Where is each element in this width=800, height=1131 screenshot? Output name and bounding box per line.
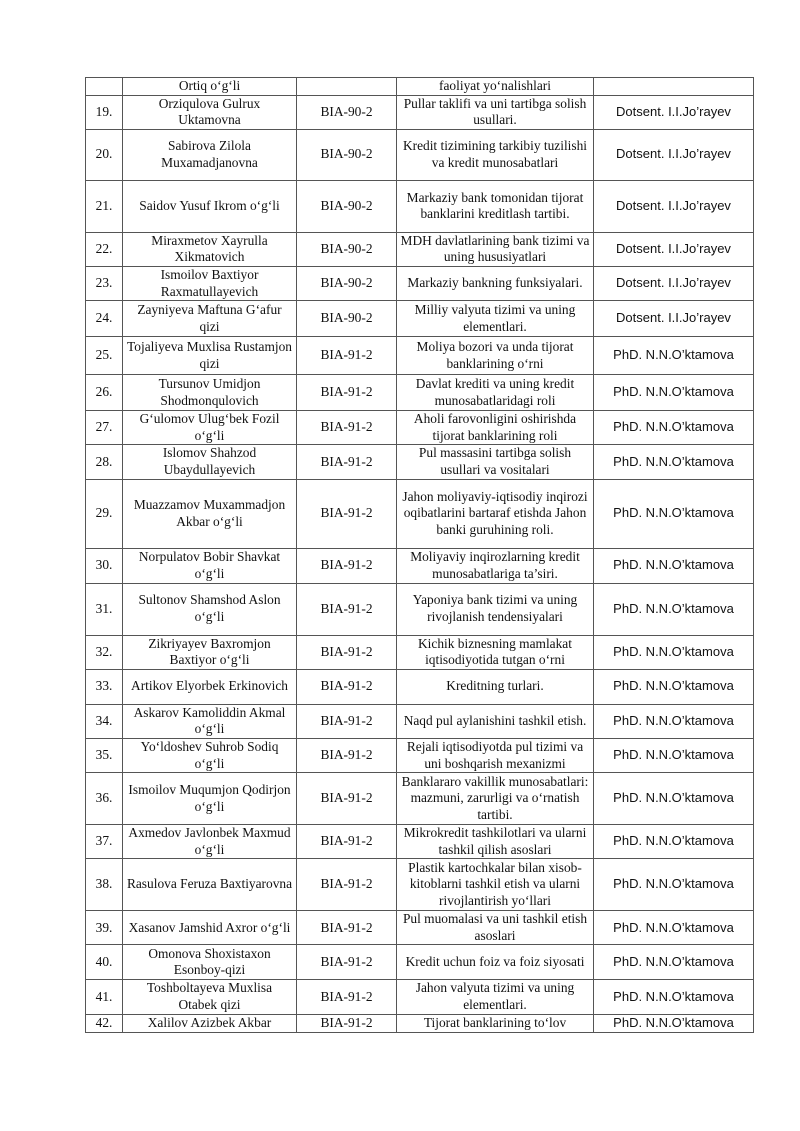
supervisor-cell [594,78,754,96]
row-number-cell: 36. [86,773,123,825]
student-name-cell: Miraxmetov Xayrulla Xikmatovich [123,232,297,266]
group-cell: BIA-90-2 [297,129,397,180]
table-row [86,825,754,859]
student-name-cell: Xasanov Jamshid Axror o‘g‘li [123,911,297,945]
row-number-cell: 20. [86,129,123,180]
topic-cell: Moliya bozori va unda tijorat banklarining o‘rni [397,337,594,375]
row-number-cell [86,78,123,96]
group-cell: BIA-91-2 [297,1014,397,1032]
row-number-cell: 30. [86,548,123,583]
table-row [86,479,754,548]
student-name-cell: Saidov Yusuf Ikrom o‘g‘li [123,180,297,232]
row-number-cell: 41. [86,980,123,1014]
supervisor-cell: PhD. N.N.O’ktamova [594,704,754,738]
supervisor-cell: PhD. N.N.O’ktamova [594,773,754,825]
group-cell: BIA-91-2 [297,411,397,445]
topic-cell: Mikrokredit tashkilotlari va ularni tashkil qilish asoslari [397,825,594,859]
table-row [86,583,754,635]
group-cell: BIA-90-2 [297,180,397,232]
table-row [86,445,754,479]
group-cell: BIA-91-2 [297,635,397,669]
table-row [86,232,754,266]
topic-cell: Pul massasini tartibga solish usullari va vositalari [397,445,594,479]
supervisor-cell: PhD. N.N.O’ktamova [594,859,754,911]
row-number-cell: 26. [86,375,123,411]
topic-cell: Jahon moliyaviy-iqtisodiy inqirozi oqibatlarini bartaraf etishda Jahon banki guruhining roli. [397,479,594,548]
student-name-cell: Toshboltayeva Muxlisa Otabek qizi [123,980,297,1014]
supervisor-cell: PhD. N.N.O’ktamova [594,911,754,945]
supervisor-cell: Dotsent. I.I.Jo’rayev [594,232,754,266]
group-cell: BIA-90-2 [297,266,397,300]
group-cell: BIA-91-2 [297,980,397,1014]
table-row [86,375,754,411]
topic-cell: Pullar taklifi va uni tartibga solish usullari. [397,95,594,129]
row-number-cell: 22. [86,232,123,266]
group-cell: BIA-91-2 [297,825,397,859]
table-row [86,1014,754,1032]
table-row [86,773,754,825]
thesis-table [85,77,754,1033]
supervisor-cell: Dotsent. I.I.Jo’rayev [594,95,754,129]
topic-cell: Jahon valyuta tizimi va uning elementlari. [397,980,594,1014]
supervisor-cell: PhD. N.N.O’ktamova [594,411,754,445]
table-row [86,180,754,232]
student-name-cell: Xalilov Azizbek Akbar [123,1014,297,1032]
topic-cell: Banklararo vakillik munosabatlari: mazmuni, zarurligi va o‘rnatish tartibi. [397,773,594,825]
topic-cell: Markaziy bankning funksiyalari. [397,266,594,300]
student-name-cell: Rasulova Feruza Baxtiyarovna [123,859,297,911]
student-name-cell: Ismoilov Baxtiyor Raxmatullayevich [123,266,297,300]
supervisor-cell: PhD. N.N.O’ktamova [594,375,754,411]
table-row [86,738,754,772]
topic-cell: Kredit tizimining tarkibiy tuzilishi va kredit munosabatlari [397,129,594,180]
supervisor-cell: PhD. N.N.O’ktamova [594,635,754,669]
table-row [86,411,754,445]
row-number-cell: 19. [86,95,123,129]
group-cell: BIA-91-2 [297,704,397,738]
row-number-cell: 38. [86,859,123,911]
group-cell: BIA-91-2 [297,583,397,635]
student-name-cell: Axmedov Javlonbek Maxmud o‘g‘li [123,825,297,859]
supervisor-cell: PhD. N.N.O’ktamova [594,479,754,548]
topic-cell: Milliy valyuta tizimi va uning elementlari. [397,301,594,337]
row-number-cell: 32. [86,635,123,669]
student-name-cell: Tursunov Umidjon Shodmonqulovich [123,375,297,411]
topic-cell: Yaponiya bank tizimi va uning rivojlanish tendensiyalari [397,583,594,635]
group-cell: BIA-91-2 [297,669,397,704]
table-row [86,78,754,96]
student-name-cell: Islomov Shahzod Ubaydullayevich [123,445,297,479]
table-row [86,301,754,337]
supervisor-cell: PhD. N.N.O’ktamova [594,738,754,772]
student-name-cell: Ismoilov Muqumjon Qodirjon o‘g‘li [123,773,297,825]
supervisor-cell: PhD. N.N.O’ktamova [594,583,754,635]
topic-cell: Aholi farovonligini oshirishda tijorat banklarining roli [397,411,594,445]
supervisor-cell: Dotsent. I.I.Jo’rayev [594,266,754,300]
topic-cell: Davlat krediti va uning kredit munosabatlaridagi roli [397,375,594,411]
row-number-cell: 21. [86,180,123,232]
row-number-cell: 28. [86,445,123,479]
thesis-table-body [86,78,754,1033]
supervisor-cell: PhD. N.N.O’ktamova [594,669,754,704]
row-number-cell: 24. [86,301,123,337]
topic-cell: Moliyaviy inqirozlarning kredit munosabatlariga ta’siri. [397,548,594,583]
student-name-cell: Orziqulova Gulrux Uktamovna [123,95,297,129]
student-name-cell: Askarov Kamoliddin Akmal o‘g‘li [123,704,297,738]
student-name-cell: Yo‘ldoshev Suhrob Sodiq o‘g‘li [123,738,297,772]
table-row [86,911,754,945]
topic-cell: MDH davlatlarining bank tizimi va uning hususiyatlari [397,232,594,266]
supervisor-cell: PhD. N.N.O’ktamova [594,445,754,479]
student-name-cell: Zikriyayev Baxromjon Baxtiyor o‘g‘li [123,635,297,669]
group-cell: BIA-91-2 [297,548,397,583]
row-number-cell: 27. [86,411,123,445]
group-cell: BIA-91-2 [297,945,397,980]
student-name-cell: Ortiq o‘g‘li [123,78,297,96]
row-number-cell: 25. [86,337,123,375]
group-cell: BIA-90-2 [297,95,397,129]
student-name-cell: Sabirova Zilola Muxamadjanovna [123,129,297,180]
table-row [86,980,754,1014]
group-cell: BIA-91-2 [297,738,397,772]
topic-cell: Plastik kartochkalar bilan xisob-kitoblarni tashkil etish va ularni rivojlantirish yo‘llari [397,859,594,911]
group-cell: BIA-91-2 [297,859,397,911]
table-row [86,635,754,669]
student-name-cell: G‘ulomov Ulug‘bek Fozil o‘g‘li [123,411,297,445]
row-number-cell: 42. [86,1014,123,1032]
group-cell: BIA-90-2 [297,232,397,266]
table-row [86,669,754,704]
group-cell: BIA-91-2 [297,337,397,375]
row-number-cell: 23. [86,266,123,300]
table-row [86,266,754,300]
row-number-cell: 34. [86,704,123,738]
group-cell: BIA-91-2 [297,479,397,548]
supervisor-cell: PhD. N.N.O’ktamova [594,980,754,1014]
table-row [86,859,754,911]
topic-cell: Kreditning turlari. [397,669,594,704]
group-cell [297,78,397,96]
topic-cell: Pul muomalasi va uni tashkil etish asoslari [397,911,594,945]
row-number-cell: 40. [86,945,123,980]
student-name-cell: Muazzamov Muxammadjon Akbar o‘g‘li [123,479,297,548]
group-cell: BIA-91-2 [297,445,397,479]
topic-cell: Kichik biznesning mamlakat iqtisodiyotida tutgan o‘rni [397,635,594,669]
student-name-cell: Omonova Shoxistaxon Esonboy-qizi [123,945,297,980]
supervisor-cell: Dotsent. I.I.Jo’rayev [594,301,754,337]
student-name-cell: Zayniyeva Maftuna G‘afur qizi [123,301,297,337]
row-number-cell: 29. [86,479,123,548]
topic-cell: Tijorat banklarining to‘lov [397,1014,594,1032]
row-number-cell: 31. [86,583,123,635]
student-name-cell: Norpulatov Bobir Shavkat o‘g‘li [123,548,297,583]
topic-cell: Kredit uchun foiz va foiz siyosati [397,945,594,980]
supervisor-cell: PhD. N.N.O’ktamova [594,1014,754,1032]
table-row [86,129,754,180]
topic-cell: faoliyat yo‘nalishlari [397,78,594,96]
topic-cell: Markaziy bank tomonidan tijorat banklarini kreditlash tartibi. [397,180,594,232]
group-cell: BIA-91-2 [297,375,397,411]
group-cell: BIA-91-2 [297,911,397,945]
row-number-cell: 37. [86,825,123,859]
table-row [86,95,754,129]
supervisor-cell: PhD. N.N.O’ktamova [594,945,754,980]
supervisor-cell: PhD. N.N.O’ktamova [594,337,754,375]
supervisor-cell: PhD. N.N.O’ktamova [594,825,754,859]
table-row [86,704,754,738]
group-cell: BIA-90-2 [297,301,397,337]
document-page [85,77,753,1033]
table-row [86,337,754,375]
student-name-cell: Sultonov Shamshod Aslon o‘g‘li [123,583,297,635]
table-row [86,548,754,583]
group-cell: BIA-91-2 [297,773,397,825]
supervisor-cell: PhD. N.N.O’ktamova [594,548,754,583]
row-number-cell: 33. [86,669,123,704]
student-name-cell: Artikov Elyorbek Erkinovich [123,669,297,704]
topic-cell: Rejali iqtisodiyotda pul tizimi va uni boshqarish mexanizmi [397,738,594,772]
student-name-cell: Tojaliyeva Muxlisa Rustamjon qizi [123,337,297,375]
supervisor-cell: Dotsent. I.I.Jo’rayev [594,180,754,232]
row-number-cell: 39. [86,911,123,945]
topic-cell: Naqd pul aylanishini tashkil etish. [397,704,594,738]
table-row [86,945,754,980]
supervisor-cell: Dotsent. I.I.Jo’rayev [594,129,754,180]
row-number-cell: 35. [86,738,123,772]
